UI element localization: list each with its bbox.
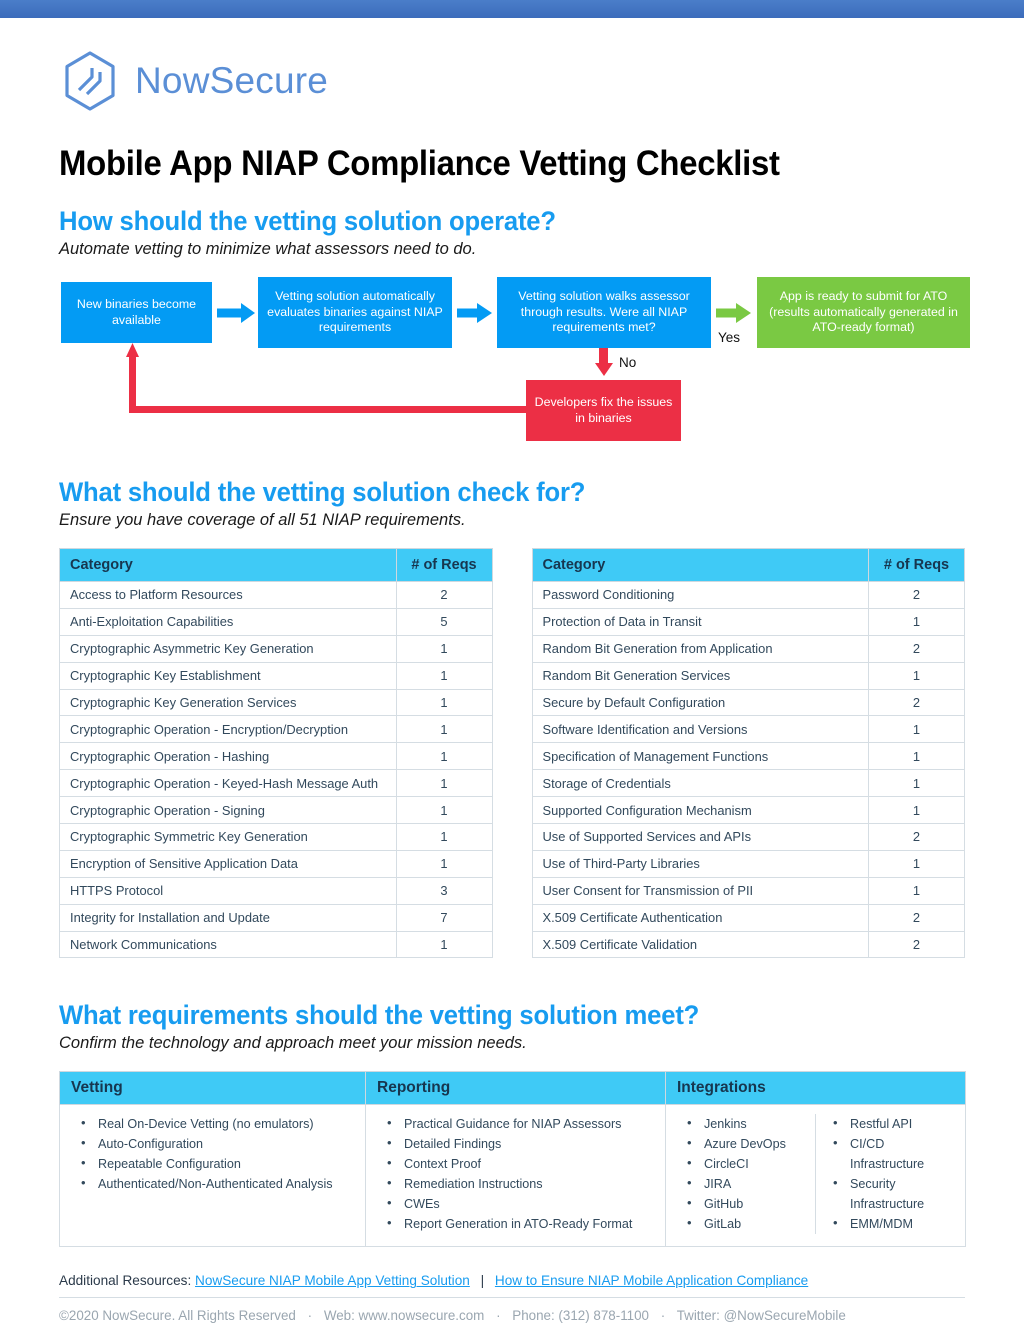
section-heading-check: What should the vetting solution check for? <box>59 477 586 507</box>
resource-link-compliance-guide[interactable]: How to Ensure NIAP Mobile Application Compliance <box>494 1273 809 1289</box>
table-header-row <box>532 549 965 582</box>
table-row <box>60 1105 966 1247</box>
footer-dot: · <box>496 1308 501 1324</box>
section-heading-meet: What requirements should the vetting solution meet? <box>59 1000 700 1031</box>
cell-category: Random Bit Generation from Application <box>532 635 869 662</box>
requirements-table-right <box>532 548 966 958</box>
cell-reqs: 2 <box>869 904 965 931</box>
cell-category: Protection of Data in Transit <box>532 608 869 635</box>
section-subheading-operate: Automate vetting to minimize what assessors need to do. <box>59 240 477 258</box>
flow-box-walk-assessor: Vetting solution walks assessor through results. Were all NIAP requirements met? <box>497 277 711 348</box>
table-row <box>60 797 493 824</box>
cell-reporting <box>366 1105 666 1247</box>
table-row <box>60 743 493 770</box>
list-item: • Azure DevOps <box>670 1134 815 1154</box>
cell-category: Use of Supported Services and APIs <box>532 824 869 851</box>
footer-dot: · <box>307 1308 313 1324</box>
list-item: • Context Proof <box>370 1154 661 1174</box>
cell-reqs: 7 <box>396 904 492 931</box>
table-row <box>532 743 965 770</box>
cell-category: X.509 Certificate Validation <box>532 931 869 958</box>
cell-category: Random Bit Generation Services <box>532 662 869 689</box>
footer-copyright <box>59 1308 965 1323</box>
capabilities-table <box>59 1071 966 1247</box>
cell-category: X.509 Certificate Authentication <box>532 904 869 931</box>
column-header-vetting: Vetting <box>60 1072 366 1105</box>
cell-reqs: 1 <box>869 770 965 797</box>
copyright-text: ©2020 NowSecure. All Rights Reserved <box>59 1308 296 1324</box>
table-row <box>60 931 493 958</box>
cell-reqs: 1 <box>396 689 492 716</box>
column-header-reqs: # of Reqs <box>396 549 492 582</box>
cell-integrations <box>666 1105 966 1247</box>
resources-label: Additional Resources: <box>59 1273 192 1289</box>
list-item: • Repeatable Configuration <box>64 1154 361 1174</box>
resource-link-vetting-solution[interactable]: NowSecure NIAP Mobile App Vetting Solution <box>195 1273 470 1289</box>
cell-category: User Consent for Transmission of PII <box>532 877 869 904</box>
cell-reqs: 1 <box>396 850 492 877</box>
cell-reqs: 1 <box>396 797 492 824</box>
cell-category: HTTPS Protocol <box>60 877 397 904</box>
table-row <box>532 770 965 797</box>
table-header-row <box>60 1072 966 1105</box>
table-row <box>532 797 965 824</box>
flow-box-developers-fix: Developers fix the issues in binaries <box>526 380 681 441</box>
table-row <box>532 904 965 931</box>
nowsecure-hexagon-icon <box>59 50 121 112</box>
table-row <box>532 716 965 743</box>
cell-category: Password Conditioning <box>532 582 869 609</box>
cell-category: Cryptographic Operation - Signing <box>60 797 397 824</box>
table-row <box>532 689 965 716</box>
table-row <box>60 635 493 662</box>
list-item: • JIRA <box>670 1174 815 1194</box>
list-item: • Restful API <box>816 1114 961 1134</box>
cell-reqs: 2 <box>869 582 965 609</box>
cell-reqs: 1 <box>869 662 965 689</box>
cell-vetting <box>60 1105 366 1247</box>
table-row <box>532 931 965 958</box>
cell-reqs: 1 <box>869 850 965 877</box>
table-row <box>60 608 493 635</box>
table-row <box>532 850 965 877</box>
brand-logo <box>59 18 965 112</box>
cell-category: Use of Third-Party Libraries <box>532 850 869 877</box>
footer-web: Web: www.nowsecure.com <box>323 1308 485 1324</box>
vetting-flow-diagram <box>59 275 965 437</box>
table-row <box>60 850 493 877</box>
list-item: • Jenkins <box>670 1114 815 1134</box>
flow-box-new-binaries: New binaries become available <box>61 282 212 343</box>
cell-reqs: 2 <box>396 582 492 609</box>
table-row <box>532 608 965 635</box>
cell-reqs: 3 <box>396 877 492 904</box>
cell-category: Cryptographic Symmetric Key Generation <box>60 824 397 851</box>
cell-category: Access to Platform Resources <box>60 582 397 609</box>
cell-reqs: 1 <box>396 931 492 958</box>
list-item: • Remediation Instructions <box>370 1174 661 1194</box>
table-row <box>60 904 493 931</box>
list-item: Infrastructure <box>850 1157 925 1172</box>
cell-category: Cryptographic Operation - Keyed-Hash Message Auth <box>60 770 397 797</box>
brand-name: NowSecure <box>135 60 329 101</box>
cell-category: Storage of Credentials <box>532 770 869 797</box>
cell-category: Cryptographic Operation - Hashing <box>60 743 397 770</box>
flow-box-ready-for-ato: App is ready to submit for ATO (results automatically generated in ATO-ready format) <box>757 277 970 348</box>
table-row <box>60 770 493 797</box>
table-row <box>60 716 493 743</box>
page-title: Mobile App NIAP Compliance Vetting Checklist <box>59 144 780 183</box>
footer-dot: · <box>660 1308 666 1324</box>
top-accent-bar <box>0 0 1024 18</box>
page-content <box>0 18 1024 1323</box>
footer-phone: Phone: (312) 878-1100 <box>512 1308 650 1324</box>
list-item: • Real On-Device Vetting (no emulators) <box>64 1114 361 1134</box>
section-subheading-meet: Confirm the technology and approach meet your mission needs. <box>59 1034 527 1053</box>
resources-separator: | <box>480 1273 485 1289</box>
table-row <box>532 662 965 689</box>
list-item: • Report Generation in ATO-Ready Format <box>370 1214 661 1234</box>
flow-box-auto-evaluate: Vetting solution automatically evaluates binaries against NIAP requirements <box>258 277 452 348</box>
cell-category: Cryptographic Key Establishment <box>60 662 397 689</box>
cell-reqs: 2 <box>869 689 965 716</box>
vetting-list <box>64 1114 361 1194</box>
cell-category: Specification of Management Functions <box>532 743 869 770</box>
section-requirements-meet <box>59 1000 965 1247</box>
cell-reqs: 1 <box>869 743 965 770</box>
table-row <box>60 877 493 904</box>
cell-reqs: 1 <box>396 824 492 851</box>
cell-category: Cryptographic Asymmetric Key Generation <box>60 635 397 662</box>
table-row <box>60 582 493 609</box>
cell-reqs: 1 <box>869 716 965 743</box>
list-item: • Authenticated/Non-Authenticated Analysis <box>64 1174 361 1194</box>
additional-resources <box>59 1273 965 1298</box>
cell-category: Cryptographic Operation - Encryption/Decryption <box>60 716 397 743</box>
list-item: • EMM/MDM <box>816 1214 961 1234</box>
list-item: • Security <box>816 1174 961 1194</box>
cell-category: Software Identification and Versions <box>532 716 869 743</box>
section-check-for <box>59 477 965 958</box>
cell-category: Supported Configuration Mechanism <box>532 797 869 824</box>
list-item: • Detailed Findings <box>370 1134 661 1154</box>
column-header-category: Category <box>532 549 869 582</box>
list-item: • GitLab <box>670 1214 815 1234</box>
cell-reqs: 1 <box>396 635 492 662</box>
section-heading-operate: How should the vetting solution operate? <box>59 206 556 236</box>
cell-reqs: 1 <box>396 716 492 743</box>
cell-category: Anti-Exploitation Capabilities <box>60 608 397 635</box>
requirements-table-left <box>59 548 493 958</box>
list-item: Infrastructure <box>850 1197 925 1212</box>
cell-reqs: 5 <box>396 608 492 635</box>
cell-reqs: 2 <box>869 824 965 851</box>
reporting-list <box>370 1114 661 1234</box>
table-row <box>532 635 965 662</box>
cell-reqs: 1 <box>396 743 492 770</box>
cell-reqs: 2 <box>869 931 965 958</box>
table-row <box>60 662 493 689</box>
cell-category: Cryptographic Key Generation Services <box>60 689 397 716</box>
cell-category: Encryption of Sensitive Application Data <box>60 850 397 877</box>
section-operate <box>59 206 965 437</box>
list-item: • CWEs <box>370 1194 661 1214</box>
cell-reqs: 1 <box>396 770 492 797</box>
table-header-row <box>60 549 493 582</box>
flow-label-yes: Yes <box>718 330 741 345</box>
requirements-tables <box>59 548 965 958</box>
cell-category: Secure by Default Configuration <box>532 689 869 716</box>
cell-reqs: 2 <box>869 635 965 662</box>
column-header-reporting: Reporting <box>366 1072 666 1105</box>
cell-category: Integrity for Installation and Update <box>60 904 397 931</box>
integrations-list-a <box>670 1114 816 1234</box>
list-item: • Practical Guidance for NIAP Assessors <box>370 1114 661 1134</box>
cell-reqs: 1 <box>396 662 492 689</box>
column-header-integrations: Integrations <box>666 1072 966 1105</box>
list-item: • GitHub <box>670 1194 815 1214</box>
list-item: • CircleCI <box>670 1154 815 1174</box>
cell-category: Network Communications <box>60 931 397 958</box>
cell-reqs: 1 <box>869 797 965 824</box>
list-item: • Auto-Configuration <box>64 1134 361 1154</box>
footer-twitter: Twitter: @NowSecureMobile <box>676 1308 846 1324</box>
column-header-category: Category <box>60 549 397 582</box>
table-row <box>60 689 493 716</box>
table-row <box>532 877 965 904</box>
table-row <box>532 824 965 851</box>
section-subheading-check: Ensure you have coverage of all 51 NIAP requirements. <box>59 511 466 529</box>
flow-label-no: No <box>619 355 637 370</box>
table-row <box>532 582 965 609</box>
cell-reqs: 1 <box>869 877 965 904</box>
cell-reqs: 1 <box>869 608 965 635</box>
list-item: • CI/CD <box>816 1134 961 1154</box>
integrations-list-b <box>816 1114 961 1234</box>
table-row <box>60 824 493 851</box>
column-header-reqs: # of Reqs <box>869 549 965 582</box>
